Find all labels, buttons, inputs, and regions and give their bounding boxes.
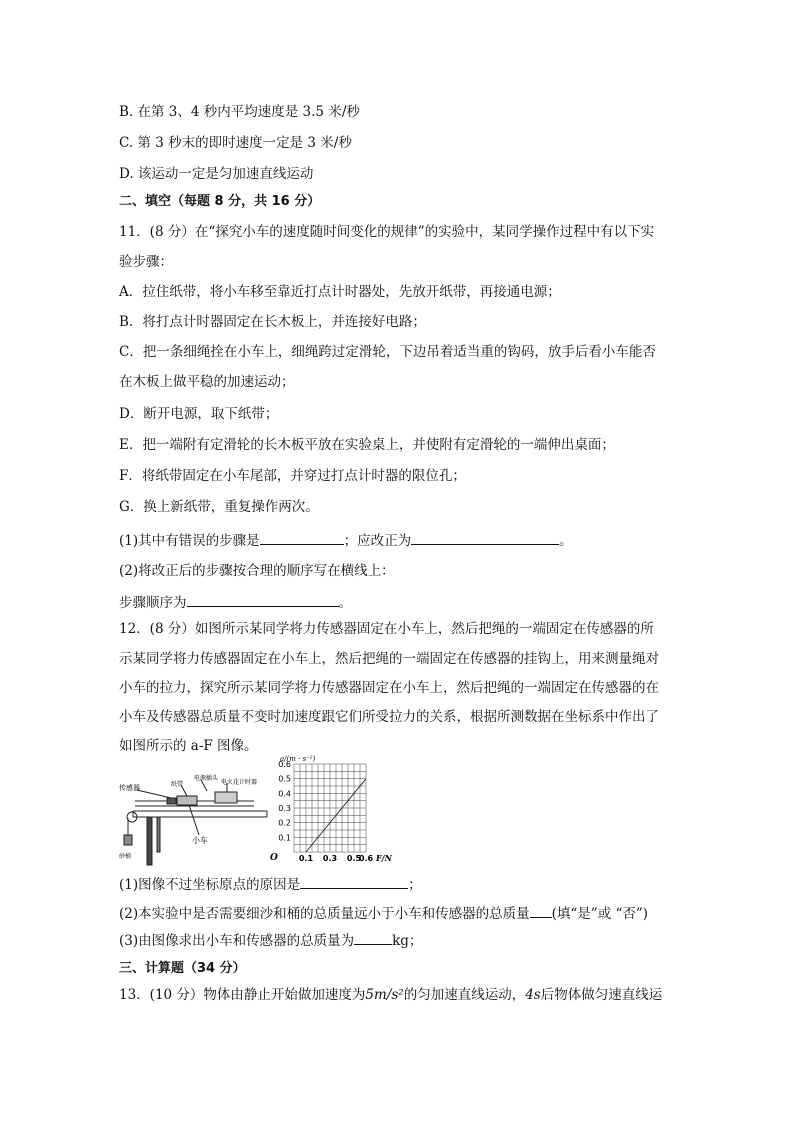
y-tick-label: 0.1 [278, 833, 291, 843]
q12-sub1 [119, 875, 422, 894]
q13-line1 [119, 986, 662, 1004]
q11-step-b: B．将打点计时器固定在长木板上，并连接好电路； [119, 314, 426, 330]
q13-time: 4s [525, 987, 541, 1003]
q13-accel: 5m/s² [365, 987, 404, 1003]
y-tick-label: 0.4 [278, 789, 291, 799]
q12-sub2-end: (填“是”或 “否”) [551, 906, 649, 922]
option-c: C. 第 3 秒末的即时速度一定是 3 米/秒 [119, 135, 352, 151]
label-tape: 纸带 [171, 781, 184, 788]
q11-sub1-text: (1)其中有错误的步骤是 [119, 533, 260, 549]
q11-sub1-end: 。 [559, 533, 573, 549]
answer-blank[interactable] [530, 904, 552, 918]
section2-heading: 二、填空（每题 8 分，共 16 分） [119, 194, 321, 209]
x-tick-label: 0.5 [346, 854, 362, 863]
label-sand: 砂桶 [119, 853, 132, 860]
q11-step-a: A．拉住纸带，将小车移至靠近打点计时器处，先放开纸带，再接通电源； [119, 284, 561, 300]
q12-sub3 [119, 931, 422, 950]
graph-x-label: F/N [376, 853, 392, 863]
apparatus-figure [119, 775, 269, 870]
q11-sub1 [119, 531, 573, 550]
table-leg-left [147, 817, 152, 865]
q11-order-label: 步骤顺序为 [119, 595, 187, 611]
sand-bucket-icon [124, 835, 132, 845]
x-tick-label: 0.3 [322, 854, 338, 863]
answer-blank[interactable] [411, 531, 559, 545]
q11-step-e: E．把一端附有定滑轮的长木板平放在实验桌上，并使附有定滑轮的一端伸出桌面； [119, 437, 615, 453]
q12-line2: 示某同学将力传感器固定在小车上，然后把绳的一端固定在传感器的挂钩上，用来测量绳对 [119, 651, 659, 667]
q11-step-c1: C．把一条细绳拴在小车上，细绳跨过定滑轮，下边吊着适当重的钩码，放手后看小车能否 [119, 344, 656, 360]
q11-order-end: 。 [338, 595, 352, 611]
graph-grid [294, 764, 366, 852]
answer-blank[interactable] [187, 593, 339, 607]
option-b: B. 在第 3、4 秒内平均速度是 3.5 米/秒 [119, 104, 360, 120]
q12-sub3-end: kg； [392, 933, 423, 949]
graph-origin: O [270, 853, 278, 863]
q11-sub2: (2)将改正后的步骤按合理的顺序写在横线上： [119, 563, 395, 579]
label-timer: 电火花计时器 [221, 779, 258, 786]
q12-line5: 如图所示的 a-F 图像。 [119, 738, 258, 754]
q12-sub1-text: (1)图像不过坐标原点的原因是 [119, 877, 301, 893]
q12-line1: 12．(8 分）如图所示某同学将力传感器固定在小车上，然后把绳的一端固定在传感器的所 [119, 621, 654, 637]
y-tick-label: 0.2 [278, 818, 291, 828]
answer-blank[interactable] [300, 875, 408, 889]
section3-heading: 三、计算题（34 分） [119, 961, 246, 976]
q11-sub1-text2: ；应改正为 [343, 533, 412, 549]
label-sensor: 传感器 [119, 784, 140, 792]
option-d: D. 该运动一定是匀加速直线运动 [119, 166, 314, 182]
x-tick-label: 0.1 [298, 854, 314, 863]
q11-step-g: G．换上新纸带，重复操作两次。 [119, 499, 319, 515]
y-tick-label: 0.6 [278, 760, 291, 769]
q11-order [119, 593, 352, 612]
y-tick-label: 0.3 [278, 804, 291, 813]
q12-sub3-text: (3)由图像求出小车和传感器的总质量为 [119, 933, 355, 949]
table-leg-left-back [157, 817, 160, 852]
timer-icon [215, 792, 237, 803]
graph-y-label: a/(m · s⁻²) [280, 755, 316, 763]
q12-sub2-text: (2)本实验中是否需要细沙和桶的总质量远小于小车和传感器的总质量 [119, 906, 530, 922]
q12-sub1-end: ； [408, 877, 422, 893]
label-cart: 小车 [192, 836, 208, 845]
cart-icon [177, 796, 197, 805]
q11-line1: 11．(8 分）在“探究小车的速度随时间变化的规律”的实验中，某同学操作过程中有以下实 [119, 224, 655, 240]
q13-text-c: 后物体做匀速直线运 [540, 987, 663, 1003]
q11-line2: 验步骤： [119, 254, 173, 270]
q11-step-f: F．将纸带固定在小车尾部，并穿过打点计时器的限位孔； [119, 468, 466, 484]
af-graph [268, 752, 392, 867]
q12-line4: 小车及传感器总质量不变时加速度跟它们所受拉力的关系，根据所测数据在坐标系中作出了 [119, 709, 659, 725]
q12-sub2 [119, 904, 648, 923]
label-probe: 电源插头 [194, 775, 219, 782]
answer-blank[interactable] [354, 931, 392, 945]
y-tick-label: 0.5 [278, 774, 291, 784]
q12-line3: 小车的拉力，探究所示某同学将力传感器固定在小车上，然后把绳的一端固定在传感器的在 [119, 680, 659, 696]
x-tick-label: 0.6 [358, 854, 374, 863]
q13-text-a: 13．(10 分）物体由静止开始做加速度为 [119, 987, 366, 1003]
q11-step-d: D．断开电源，取下纸带； [119, 406, 279, 422]
sensor-icon [167, 798, 176, 804]
q13-text-b: 的匀加速直线运动， [403, 987, 526, 1003]
q11-step-c2: 在木板上做平稳的加速运动； [119, 374, 295, 390]
answer-blank[interactable] [260, 531, 344, 545]
